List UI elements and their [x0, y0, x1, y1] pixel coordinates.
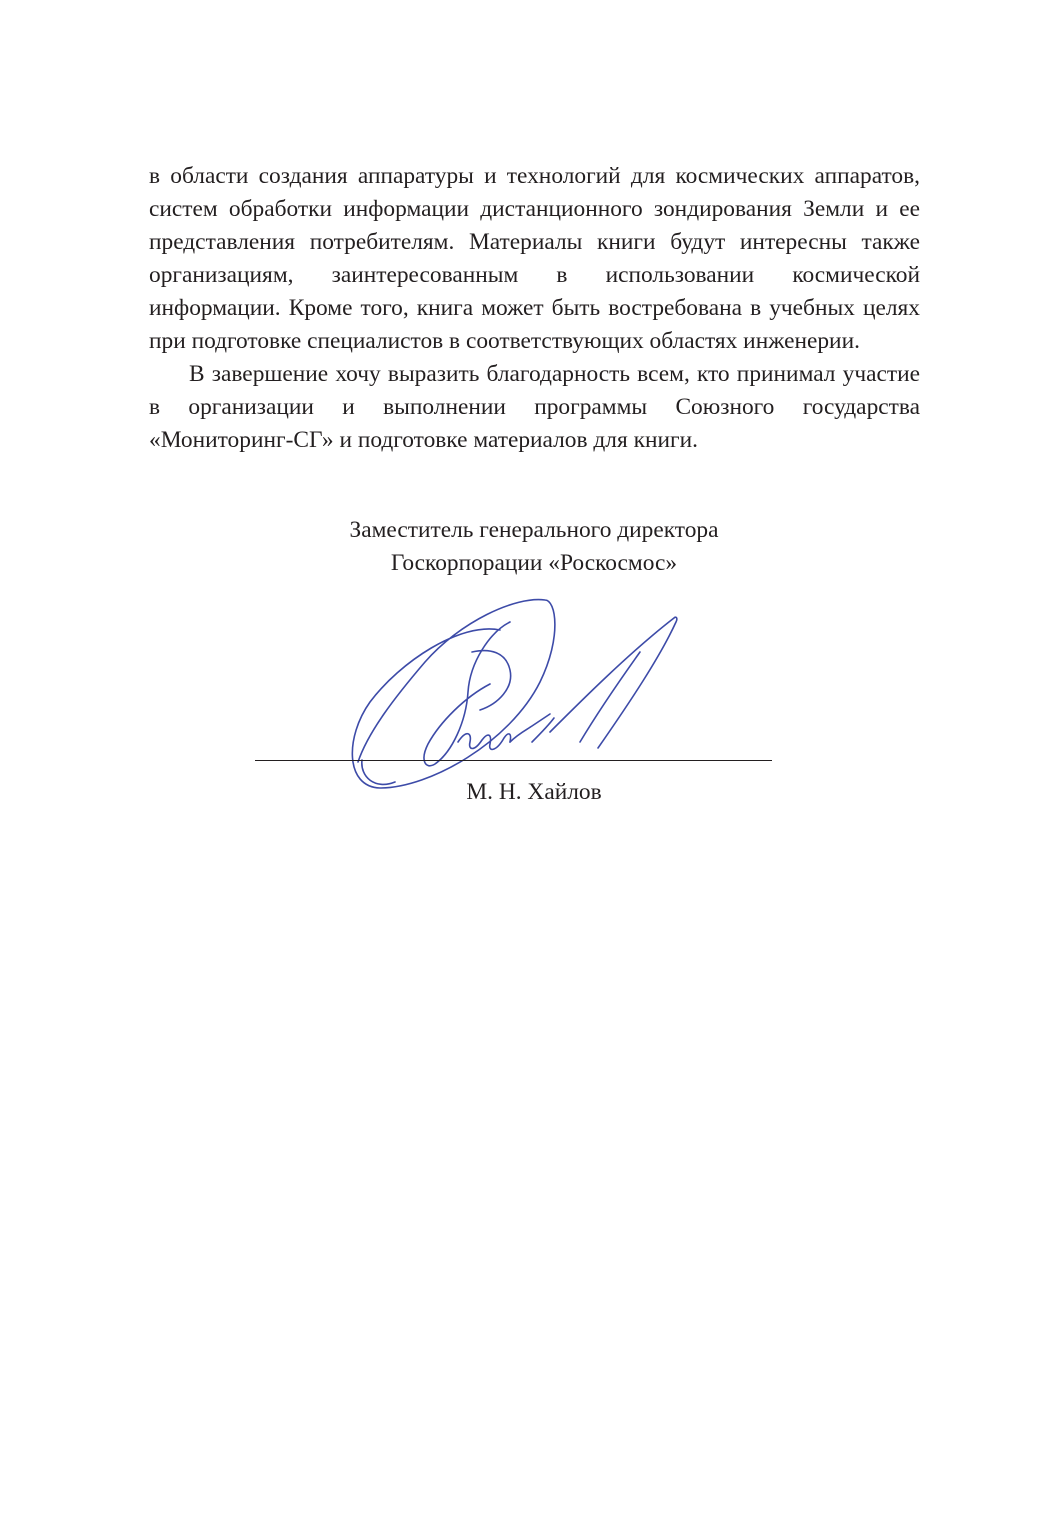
signatory-position: Заместитель генерального директора [349, 517, 719, 543]
paragraph-continuation: в области создания аппаратуры и технологий для космических аппаратов, систем обработки информации дистанционного зондирования Земли и ее представления потребителям. Материалы книги будут интересны также организациям, заинтересованным в использовании космической информации. Кроме того, книга может быть востребована в учебных целях при подготовке специалистов в соответствующих областях инженерии. [149, 163, 920, 354]
paragraph-acknowledgement: В завершение хочу выразить благодарность всем, кто принимал участие в организации и выполнении программы Союзного государства «Мониторинг-СГ» и подготовке материалов для книги. [149, 361, 920, 453]
signature-line [255, 760, 772, 761]
signatory-name: М. Н. Хайлов [466, 779, 602, 805]
body-text [149, 160, 920, 457]
handwritten-signature-icon [340, 592, 685, 802]
signatory-organization: Госкорпорации «Роскосмос» [390, 550, 678, 576]
